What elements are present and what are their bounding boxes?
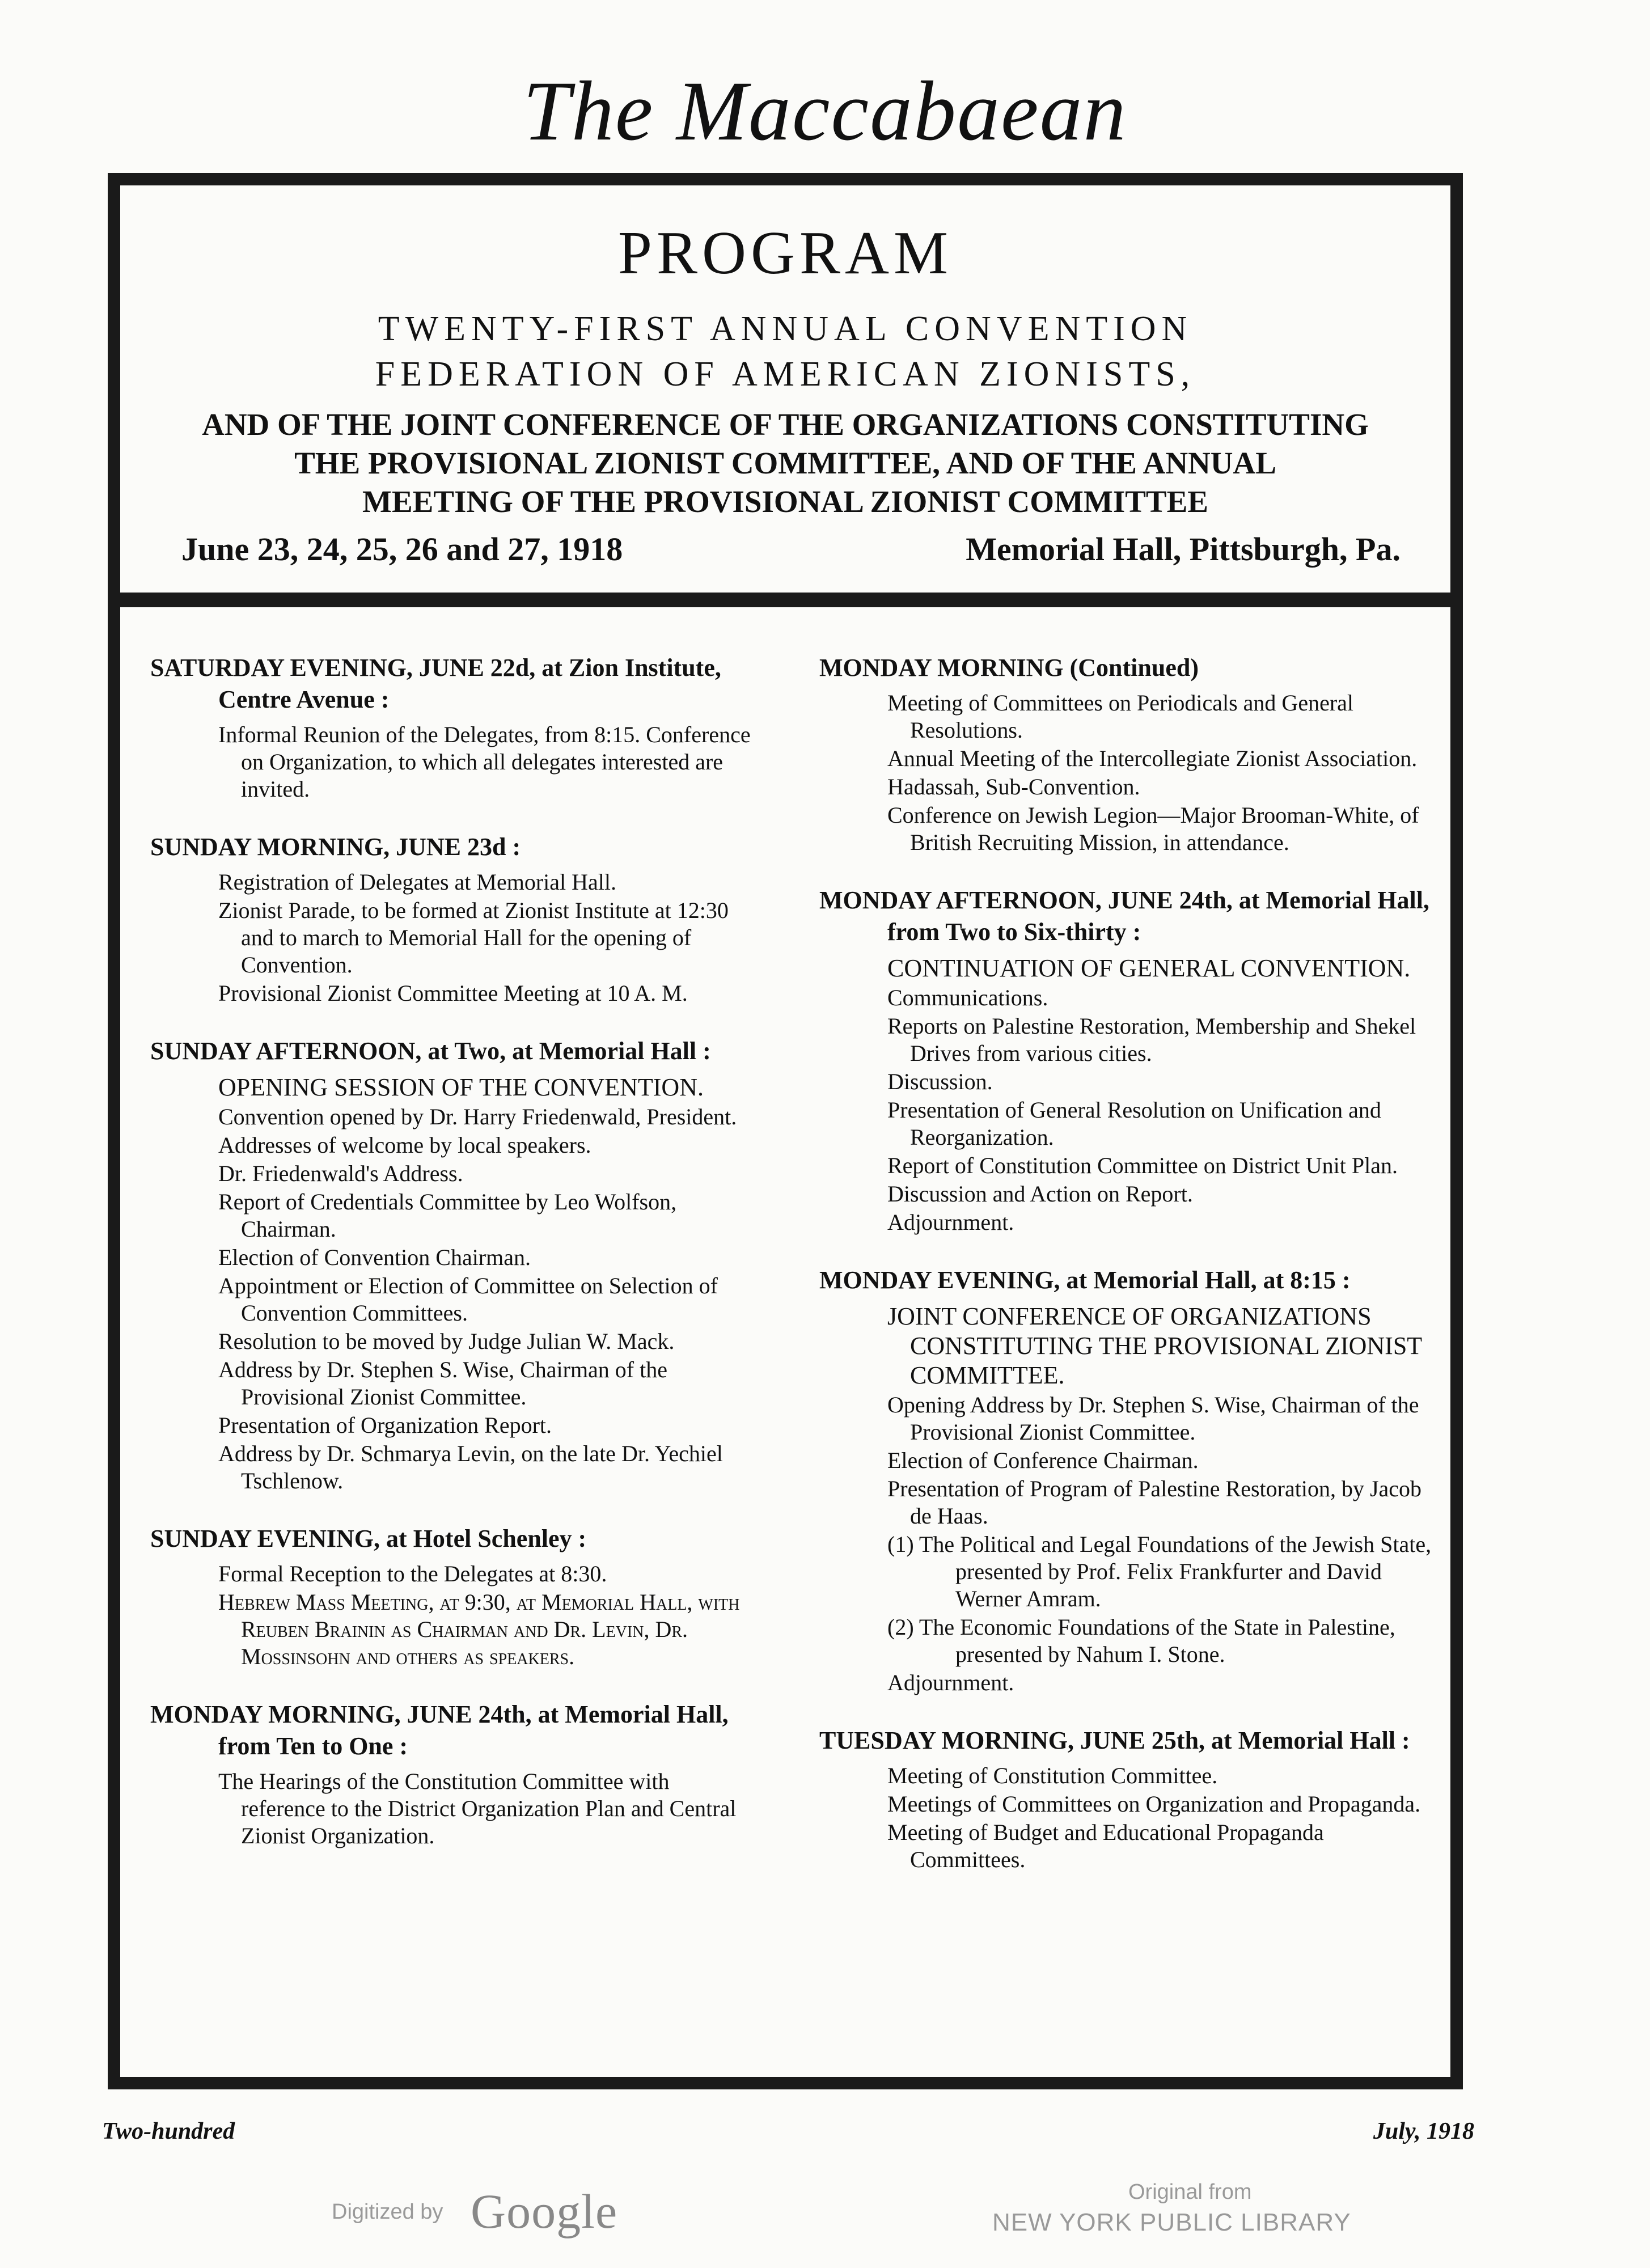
program-item: Formal Reception to the Delegates at 8:30. [218, 1561, 607, 1586]
section-title: MONDAY MORNING, JUNE 24th, at Memorial Hall, from Ten to One : [150, 1700, 729, 1760]
library-label: NEW YORK PUBLIC LIBRARY [992, 2208, 1351, 2236]
section-title: SUNDAY MORNING, JUNE 23d : [150, 833, 521, 861]
section-items [819, 954, 1432, 1236]
program-item: Discussion and Action on Report. [887, 1181, 1193, 1207]
convention-heading [108, 306, 1463, 397]
masthead-title: The Maccabaean [523, 64, 1127, 158]
program-item: Meeting of Committees on Periodicals and General Resolutions. [887, 690, 1354, 743]
program-column-right [819, 652, 1432, 1902]
program-item: Meetings of Committees on Organization and Propaganda. [887, 1791, 1421, 1817]
section-items [819, 1762, 1432, 1873]
program-item: Presentation of General Resolution on Unification and Reorganization. [887, 1097, 1381, 1150]
program-item: Addresses of welcome by local speakers. [218, 1132, 591, 1158]
program-item: Election of Conference Chairman. [887, 1448, 1199, 1473]
program-item: Report of Credentials Committee by Leo Wolfson, Chairman. [218, 1189, 677, 1242]
program-item: Report of Constitution Committee on District Unit Plan. [887, 1153, 1398, 1178]
program-item: Conference on Jewish Legion—Major Brooman-White, of British Recruiting Mission, in attendance. [887, 802, 1419, 855]
program-item: Opening Address by Dr. Stephen S. Wise, Chairman of the Provisional Zionist Committee. [887, 1392, 1419, 1445]
joint-line-1: AND OF THE JOINT CONFERENCE OF THE ORGANIZATIONS CONSTITUTING [202, 407, 1369, 442]
issue-date: July, 1918 [1373, 2118, 1474, 2144]
program-section [150, 652, 757, 803]
section-items [819, 689, 1432, 856]
program-item: Discussion. [887, 1069, 993, 1094]
program-item: OPENING SESSION OF THE CONVENTION. [218, 1073, 704, 1101]
joint-conference-heading [108, 405, 1463, 521]
program-item: Election of Convention Chairman. [218, 1245, 531, 1270]
convention-place: Memorial Hall, Pittsburgh, Pa. [966, 531, 1401, 568]
program-item: Communications. [887, 985, 1048, 1010]
convention-line-2: FEDERATION OF AMERICAN ZIONISTS, [375, 355, 1196, 393]
program-section [150, 831, 757, 1007]
program-section [819, 885, 1432, 1236]
section-title: MONDAY EVENING, at Memorial Hall, at 8:15 : [819, 1266, 1351, 1294]
convention-dates: June 23, 24, 25, 26 and 27, 1918 [181, 531, 623, 568]
section-items [150, 1768, 757, 1850]
section-items [819, 1302, 1432, 1696]
page-number: Two-hundred [102, 2118, 235, 2144]
header-divider [108, 593, 1463, 607]
program-section [150, 1523, 757, 1670]
program-item: Informal Reunion of the Delegates, from 8:15. Conference on Organization, to which all delegates interested are invited. [218, 722, 751, 802]
program-item: Presentation of Organization Report. [218, 1412, 552, 1438]
section-items [150, 869, 757, 1007]
program-heading: PROGRAM [617, 219, 953, 287]
program-item: (2) The Economic Foundations of the State in Palestine, presented by Nahum I. Stone. [887, 1614, 1395, 1667]
section-title: MONDAY MORNING (Continued) [819, 654, 1199, 682]
program-section [150, 1035, 757, 1495]
convention-line-1: TWENTY-FIRST ANNUAL CONVENTION [378, 310, 1193, 348]
program-item: Presentation of Program of Palestine Restoration, by Jacob de Haas. [887, 1476, 1422, 1529]
program-section [150, 1699, 757, 1850]
joint-line-2: THE PROVISIONAL ZIONIST COMMITTEE, AND OF THE ANNUAL [294, 446, 1276, 480]
section-title: SUNDAY EVENING, at Hotel Schenley : [150, 1525, 587, 1552]
original-from-label: Original from [1128, 2180, 1252, 2204]
program-item: Annual Meeting of the Intercollegiate Zionist Association. [887, 746, 1418, 771]
program-item: Reports on Palestine Restoration, Membership and Shekel Drives from various cities. [887, 1013, 1416, 1066]
program-item: Resolution to be moved by Judge Julian W. Mack. [218, 1328, 675, 1354]
section-title: TUESDAY MORNING, JUNE 25th, at Memorial Hall : [819, 1727, 1410, 1754]
program-item: Convention opened by Dr. Harry Friedenwald, President. [218, 1104, 737, 1129]
program-item: Hebrew Mass Meeting, at 9:30, at Memorial Hall, with Reuben Brainin as Chairman and Dr. Levin, Dr. Mossinsohn and others as speakers. [218, 1589, 740, 1669]
program-item: Appointment or Election of Committee on Selection of Convention Committees. [218, 1273, 718, 1326]
program-item: Hadassah, Sub-Convention. [887, 774, 1140, 799]
program-section [819, 1264, 1432, 1696]
program-item: Address by Dr. Stephen S. Wise, Chairman of the Provisional Zionist Committee. [218, 1357, 667, 1410]
section-title: MONDAY AFTERNOON, JUNE 24th, at Memorial Hall, from Two to Six-thirty : [819, 886, 1429, 946]
digitized-by-label: Digitized by [332, 2200, 443, 2224]
program-item: Registration of Delegates at Memorial Hall. [218, 869, 617, 895]
joint-line-3: MEETING OF THE PROVISIONAL ZIONIST COMMITTEE [362, 484, 1208, 519]
section-items [150, 1073, 757, 1495]
program-item: JOINT CONFERENCE OF ORGANIZATIONS CONSTITUTING THE PROVISIONAL ZIONIST COMMITTEE. [887, 1302, 1422, 1389]
program-item: Adjournment. [887, 1209, 1014, 1235]
program-item: (1) The Political and Legal Foundations of the Jewish State, presented by Prof. Felix Frankfurter and David Werner Amram. [887, 1531, 1432, 1611]
section-title: SATURDAY EVENING, JUNE 22d, at Zion Institute, Centre Avenue : [150, 654, 721, 713]
program-item: CONTINUATION OF GENERAL CONVENTION. [887, 954, 1411, 982]
section-title: SUNDAY AFTERNOON, at Two, at Memorial Hall : [150, 1037, 711, 1065]
program-item: Address by Dr. Schmarya Levin, on the late Dr. Yechiel Tschlenow. [218, 1441, 723, 1493]
program-column-left [150, 652, 757, 1878]
program-item: Meeting of Constitution Committee. [887, 1763, 1218, 1788]
program-section [819, 652, 1432, 856]
program-item: Dr. Friedenwald's Address. [218, 1161, 463, 1186]
section-items [150, 1560, 757, 1670]
program-item: The Hearings of the Constitution Committee with reference to the District Organization Plan and Central Zionist Organization. [218, 1768, 737, 1848]
google-logo: Google [471, 2184, 618, 2239]
program-item: Zionist Parade, to be formed at Zionist Institute at 12:30 and to march to Memorial Hall for the opening of Convention. [218, 898, 729, 978]
program-item: Adjournment. [887, 1670, 1014, 1695]
section-items [150, 721, 757, 803]
program-item: Meeting of Budget and Educational Propaganda Committees. [887, 1820, 1324, 1872]
program-section [819, 1725, 1432, 1873]
program-item: Provisional Zionist Committee Meeting at 10 A. M. [218, 980, 688, 1006]
